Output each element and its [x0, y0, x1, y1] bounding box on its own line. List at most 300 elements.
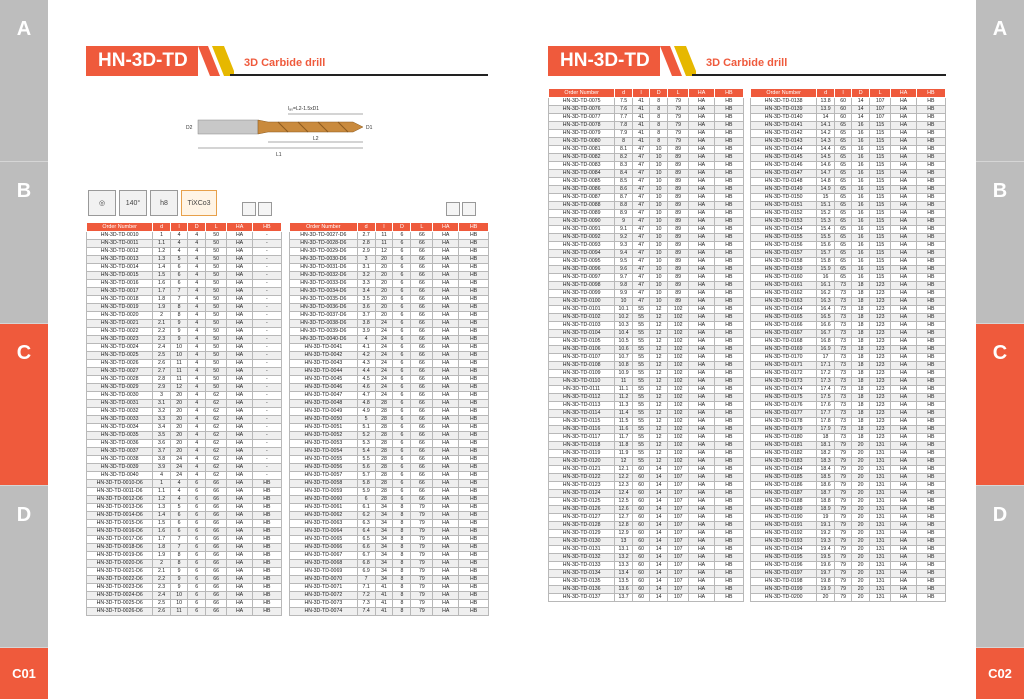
table-cell: HA — [689, 130, 714, 138]
table-cell: HN-3D-TD-0114 — [549, 410, 615, 418]
table-cell: 89 — [667, 258, 688, 266]
table-cell: HA — [689, 474, 714, 482]
table-cell: 65 — [834, 258, 852, 266]
table-cell: HN-3D-TD-0111 — [549, 386, 615, 394]
table-cell: 6 — [393, 288, 411, 296]
section-tab-label: A — [16, 18, 32, 40]
table-cell: HA — [227, 576, 252, 584]
table-row — [290, 288, 489, 296]
table-cell: 24 — [375, 328, 393, 336]
table-cell: 9 — [170, 584, 188, 592]
table-cell: HN-3D-TD-0161 — [751, 282, 817, 290]
table-cell: 20 — [170, 424, 188, 432]
table-cell: 10 — [650, 210, 668, 218]
table-cell: HN-3D-TD-0021-D6 — [87, 568, 153, 576]
table-cell: HN-3D-TD-0040-D6 — [290, 336, 358, 344]
table-cell: HA — [689, 530, 714, 538]
table-cell: - — [252, 296, 281, 304]
table-cell: HB — [916, 482, 945, 490]
table-cell: 73 — [834, 378, 852, 386]
table-cell: 4.2 — [357, 352, 375, 360]
table-cell: HB — [916, 274, 945, 282]
table-cell: 20 — [852, 490, 870, 498]
table-cell: HA — [227, 264, 252, 272]
table-row — [751, 546, 946, 554]
table-cell: 73 — [834, 322, 852, 330]
table-row — [549, 330, 744, 338]
table-cell: HN-3D-TD-0095 — [549, 258, 615, 266]
table-cell: 131 — [869, 458, 890, 466]
table-cell: 16 — [852, 186, 870, 194]
table-cell: HB — [714, 178, 743, 186]
table-row — [87, 232, 282, 240]
table-row — [290, 512, 489, 520]
table-cell: HN-3D-TD-0173 — [751, 378, 817, 386]
table-cell: 73 — [834, 298, 852, 306]
table-cell: HA — [433, 248, 459, 256]
table-cell: 2.5 — [153, 600, 171, 608]
table-cell: HA — [433, 376, 459, 384]
table-cell: 19.3 — [817, 538, 835, 546]
table-cell: 79 — [411, 528, 433, 536]
table-cell: HB — [714, 418, 743, 426]
table-cell: 50 — [205, 288, 226, 296]
table-cell: HB — [252, 480, 281, 488]
table-cell: 60 — [632, 570, 650, 578]
table-cell: 6 — [393, 384, 411, 392]
table-cell: 10 — [650, 178, 668, 186]
table-row — [87, 472, 282, 480]
table-cell: HN-3D-TD-0029 — [87, 384, 153, 392]
table-row — [751, 122, 946, 130]
table-cell: HN-3D-TD-0116 — [549, 426, 615, 434]
table-cell: 131 — [869, 498, 890, 506]
table-cell: HB — [916, 290, 945, 298]
section-tab-label: D — [992, 504, 1008, 526]
table-cell: 12 — [650, 338, 668, 346]
table-cell: 17.2 — [817, 370, 835, 378]
table-cell: 20 — [375, 288, 393, 296]
table-cell: HN-3D-TD-0108 — [549, 362, 615, 370]
table-cell: HN-3D-TD-0181 — [751, 442, 817, 450]
table-cell: HB — [714, 554, 743, 562]
table-header-cell: l — [375, 223, 393, 232]
table-cell: HA — [891, 306, 916, 314]
table-cell: HB — [916, 506, 945, 514]
table-cell: 3.9 — [357, 328, 375, 336]
table-cell: HA — [689, 562, 714, 570]
table-cell: HB — [459, 352, 489, 360]
table-cell: 2.2 — [153, 328, 171, 336]
table-cell: 41 — [632, 106, 650, 114]
table-cell: HN-3D-TD-0038-D6 — [290, 320, 358, 328]
section-tab-b[interactable] — [976, 162, 1024, 324]
table-cell: 79 — [411, 560, 433, 568]
table-cell: 50 — [205, 296, 226, 304]
table-cell: 10 — [650, 282, 668, 290]
table-cell: 24 — [375, 384, 393, 392]
table-cell: HA — [689, 258, 714, 266]
table-cell: HA — [227, 336, 252, 344]
table-row — [549, 466, 744, 474]
table-row — [751, 250, 946, 258]
table-cell: HA — [227, 600, 252, 608]
table-cell: HA — [891, 418, 916, 426]
table-cell: 47 — [632, 146, 650, 154]
table-cell: 24 — [170, 464, 188, 472]
table-cell: 50 — [205, 248, 226, 256]
table-cell: HN-3D-TD-0010-D6 — [87, 480, 153, 488]
table-cell: 8 — [393, 600, 411, 608]
table-cell: HA — [689, 242, 714, 250]
table-cell: HB — [714, 298, 743, 306]
table-cell: HB — [714, 186, 743, 194]
table-cell: HN-3D-TD-0011-D6 — [87, 488, 153, 496]
table-row — [290, 488, 489, 496]
table-cell: 66 — [411, 344, 433, 352]
table-cell: 20 — [852, 530, 870, 538]
table-cell: - — [252, 288, 281, 296]
table-cell: HA — [227, 472, 252, 480]
table-cell: HN-3D-TD-0199 — [751, 586, 817, 594]
table-cell: 60 — [632, 594, 650, 602]
table-cell: HB — [714, 250, 743, 258]
table-cell: HN-3D-TD-0024 — [87, 344, 153, 352]
table-cell: 131 — [869, 450, 890, 458]
table-cell: HB — [714, 122, 743, 130]
table-cell: 20 — [852, 442, 870, 450]
table-cell: 55 — [632, 322, 650, 330]
table-cell: 16.7 — [817, 330, 835, 338]
table-cell: 62 — [205, 472, 226, 480]
table-cell: 79 — [667, 138, 688, 146]
table-cell: 3.8 — [153, 456, 171, 464]
table-cell: 102 — [667, 370, 688, 378]
table-cell: 10 — [650, 194, 668, 202]
table-cell: 12 — [170, 384, 188, 392]
table-cell: HB — [714, 322, 743, 330]
table-cell: 10 — [650, 250, 668, 258]
table-row — [549, 594, 744, 602]
table-cell: 4 — [188, 384, 206, 392]
table-cell: 8.4 — [615, 170, 633, 178]
section-tab-c[interactable] — [0, 324, 48, 486]
table-cell: HB — [252, 560, 281, 568]
table-cell: HB — [714, 338, 743, 346]
table-cell: HB — [459, 488, 489, 496]
table-cell: HN-3D-TD-0027 — [87, 368, 153, 376]
table-cell: 123 — [869, 426, 890, 434]
table-cell: HB — [714, 114, 743, 122]
table-cell: 55 — [632, 418, 650, 426]
section-tab-a[interactable] — [0, 0, 48, 162]
table-cell: 28 — [375, 432, 393, 440]
table-cell: HN-3D-TD-0030-D6 — [290, 256, 358, 264]
table-cell: 8 — [393, 536, 411, 544]
table-cell: HA — [891, 138, 916, 146]
table-cell: 18 — [852, 330, 870, 338]
table-cell: 18.7 — [817, 490, 835, 498]
table-cell: HN-3D-TD-0014 — [87, 264, 153, 272]
section-tab-b[interactable] — [0, 162, 48, 324]
table-cell: 8 — [393, 584, 411, 592]
table-cell: HN-3D-TD-0122 — [549, 474, 615, 482]
table-row — [751, 450, 946, 458]
section-tab-d[interactable] — [0, 486, 48, 648]
table-row — [290, 584, 489, 592]
table-cell: HA — [891, 322, 916, 330]
table-cell: HN-3D-TD-0126 — [549, 506, 615, 514]
table-cell: 73 — [834, 306, 852, 314]
table-cell: 15.3 — [817, 218, 835, 226]
table-cell: 10.2 — [615, 314, 633, 322]
table-cell: HA — [433, 560, 459, 568]
table-cell: - — [252, 352, 281, 360]
table-cell: 66 — [411, 312, 433, 320]
table-cell: 115 — [869, 226, 890, 234]
table-cell: HN-3D-TD-0129 — [549, 530, 615, 538]
table-cell: 6 — [188, 504, 206, 512]
table-cell: 14 — [650, 530, 668, 538]
table-cell: HB — [252, 528, 281, 536]
table-cell: - — [252, 432, 281, 440]
table-cell: 16.8 — [817, 338, 835, 346]
table-cell: HA — [227, 480, 252, 488]
table-cell: 16 — [852, 234, 870, 242]
table-cell: - — [252, 408, 281, 416]
table-row — [751, 306, 946, 314]
table-cell: 12 — [650, 442, 668, 450]
table-cell: HN-3D-TD-0171 — [751, 362, 817, 370]
table-row — [751, 458, 946, 466]
table-cell: HB — [714, 314, 743, 322]
table-cell: HA — [891, 426, 916, 434]
table-cell: 66 — [205, 592, 226, 600]
table-cell: 102 — [667, 402, 688, 410]
table-cell: HN-3D-TD-0109 — [549, 370, 615, 378]
table-cell: 8 — [650, 130, 668, 138]
table-row — [751, 210, 946, 218]
table-cell: HA — [227, 560, 252, 568]
table-cell: 14.1 — [817, 122, 835, 130]
table-cell: 14.2 — [817, 130, 835, 138]
table-cell: 79 — [411, 520, 433, 528]
table-header-cell: HB — [916, 89, 945, 98]
table-cell: HA — [433, 568, 459, 576]
table-cell: HN-3D-TD-0029-D6 — [290, 248, 358, 256]
table-cell: HA — [891, 250, 916, 258]
table-cell: 131 — [869, 482, 890, 490]
table-cell: 79 — [834, 594, 852, 602]
table-cell: HA — [891, 218, 916, 226]
table-row — [549, 154, 744, 162]
table-cell: 50 — [205, 336, 226, 344]
table-cell: HN-3D-TD-0119 — [549, 450, 615, 458]
table-cell: HN-3D-TD-0148 — [751, 178, 817, 186]
table-cell: 28 — [375, 480, 393, 488]
table-cell: HB — [459, 584, 489, 592]
table-row — [549, 210, 744, 218]
table-cell: HA — [689, 458, 714, 466]
table-cell: HN-3D-TD-0068 — [290, 560, 358, 568]
table-cell: HN-3D-TD-0163 — [751, 298, 817, 306]
table-cell: HA — [227, 384, 252, 392]
table-cell: 19.7 — [817, 570, 835, 578]
table-cell: 18.6 — [817, 482, 835, 490]
table-cell: 89 — [667, 210, 688, 218]
table-row — [87, 384, 282, 392]
table-cell: 107 — [667, 530, 688, 538]
table-cell: 18 — [852, 362, 870, 370]
table-cell: 14.6 — [817, 162, 835, 170]
table-cell: HA — [689, 330, 714, 338]
table-cell: HB — [916, 266, 945, 274]
table-cell: 18 — [852, 434, 870, 442]
table-cell: HN-3D-TD-0157 — [751, 250, 817, 258]
table-cell: 115 — [869, 202, 890, 210]
table-cell: HB — [714, 594, 743, 602]
table-cell: 6 — [393, 480, 411, 488]
table-cell: 18 — [852, 338, 870, 346]
table-cell: 13.4 — [615, 570, 633, 578]
table-cell: 10 — [650, 242, 668, 250]
table-cell: 50 — [205, 240, 226, 248]
table-cell: 8 — [393, 544, 411, 552]
table-row — [549, 290, 744, 298]
table-cell: 60 — [632, 514, 650, 522]
table-cell: HN-3D-TD-0038 — [87, 456, 153, 464]
table-cell: HB — [459, 360, 489, 368]
table-header-cell: HA — [891, 89, 916, 98]
table-row — [87, 504, 282, 512]
table-cell: HA — [433, 280, 459, 288]
table-cell: 4 — [188, 400, 206, 408]
table-cell: 107 — [667, 586, 688, 594]
table-cell: 79 — [834, 458, 852, 466]
table-cell: HB — [459, 272, 489, 280]
table-cell: HA — [433, 480, 459, 488]
table-cell: - — [252, 304, 281, 312]
table-cell: HB — [252, 504, 281, 512]
table-row — [549, 250, 744, 258]
table-cell: 65 — [834, 146, 852, 154]
table-cell: HB — [714, 194, 743, 202]
table-cell: 4.4 — [357, 368, 375, 376]
table-cell: 12.1 — [615, 466, 633, 474]
table-cell: 2.8 — [357, 240, 375, 248]
table-cell: 73 — [834, 338, 852, 346]
table-cell: 20 — [375, 256, 393, 264]
table-cell: HA — [227, 536, 252, 544]
table-cell: 131 — [869, 442, 890, 450]
table-cell: 107 — [667, 506, 688, 514]
table-cell: HB — [916, 202, 945, 210]
table-cell: HN-3D-TD-0113 — [549, 402, 615, 410]
table-cell: 3.1 — [357, 264, 375, 272]
table-row — [87, 440, 282, 448]
table-cell: 73 — [834, 290, 852, 298]
table-cell: HA — [689, 450, 714, 458]
table-cell: 115 — [869, 234, 890, 242]
table-cell: HA — [891, 274, 916, 282]
table-cell: 18 — [852, 306, 870, 314]
table-cell: HB — [916, 546, 945, 554]
table-row — [751, 298, 946, 306]
table-cell: HN-3D-TD-0180 — [751, 434, 817, 442]
table-cell: 4 — [188, 328, 206, 336]
table-cell: 55 — [632, 330, 650, 338]
table-cell: 47 — [632, 186, 650, 194]
table-cell: 55 — [632, 394, 650, 402]
table-cell: 8 — [393, 608, 411, 616]
table-cell: HA — [891, 242, 916, 250]
table-cell: 10 — [650, 146, 668, 154]
table-cell: 16.1 — [817, 282, 835, 290]
table-cell: 16 — [852, 122, 870, 130]
table-cell: 66 — [205, 568, 226, 576]
table-cell: HN-3D-TD-0100 — [549, 298, 615, 306]
table-cell: 3.8 — [357, 320, 375, 328]
table-cell: 6 — [393, 264, 411, 272]
section-tab-d[interactable] — [976, 486, 1024, 648]
table-row — [751, 138, 946, 146]
table-row — [87, 400, 282, 408]
table-cell: HA — [891, 474, 916, 482]
table-cell: HA — [433, 344, 459, 352]
table-cell: HN-3D-TD-0091 — [549, 226, 615, 234]
table-cell: 1.2 — [153, 496, 171, 504]
table-cell: HA — [689, 250, 714, 258]
table-cell: HA — [433, 320, 459, 328]
table-cell: - — [252, 448, 281, 456]
table-cell: HB — [916, 226, 945, 234]
table-cell: 41 — [375, 608, 393, 616]
section-tab-c[interactable] — [976, 324, 1024, 486]
table-cell: 62 — [205, 400, 226, 408]
table-cell: 65 — [834, 266, 852, 274]
table-cell: 102 — [667, 386, 688, 394]
table-row — [751, 114, 946, 122]
table-cell: 2.3 — [153, 584, 171, 592]
table-cell: 66 — [411, 416, 433, 424]
table-row — [751, 282, 946, 290]
table-cell: 1.6 — [153, 528, 171, 536]
table-row — [751, 234, 946, 242]
table-header-cell: D — [852, 89, 870, 98]
table-row — [751, 178, 946, 186]
table-cell: 66 — [205, 504, 226, 512]
table-cell: HB — [459, 328, 489, 336]
header-stripe-icon — [198, 46, 234, 76]
section-tab-a[interactable] — [976, 0, 1024, 162]
table-cell: 6 — [393, 320, 411, 328]
table-cell: 66 — [411, 352, 433, 360]
table-cell: 14 — [650, 466, 668, 474]
table-cell: HN-3D-TD-0015-D6 — [87, 520, 153, 528]
table-cell: 131 — [869, 594, 890, 602]
table-cell: 65 — [834, 210, 852, 218]
table-cell: 47 — [632, 266, 650, 274]
table-header-cell: HA — [433, 223, 459, 232]
table-cell: 20 — [852, 506, 870, 514]
table-cell: 7 — [357, 576, 375, 584]
table-cell: 102 — [667, 434, 688, 442]
table-cell: 2.9 — [357, 248, 375, 256]
table-cell: HN-3D-TD-0053 — [290, 440, 358, 448]
table-cell: HB — [916, 466, 945, 474]
table-cell: 3.4 — [357, 288, 375, 296]
table-cell: 102 — [667, 450, 688, 458]
